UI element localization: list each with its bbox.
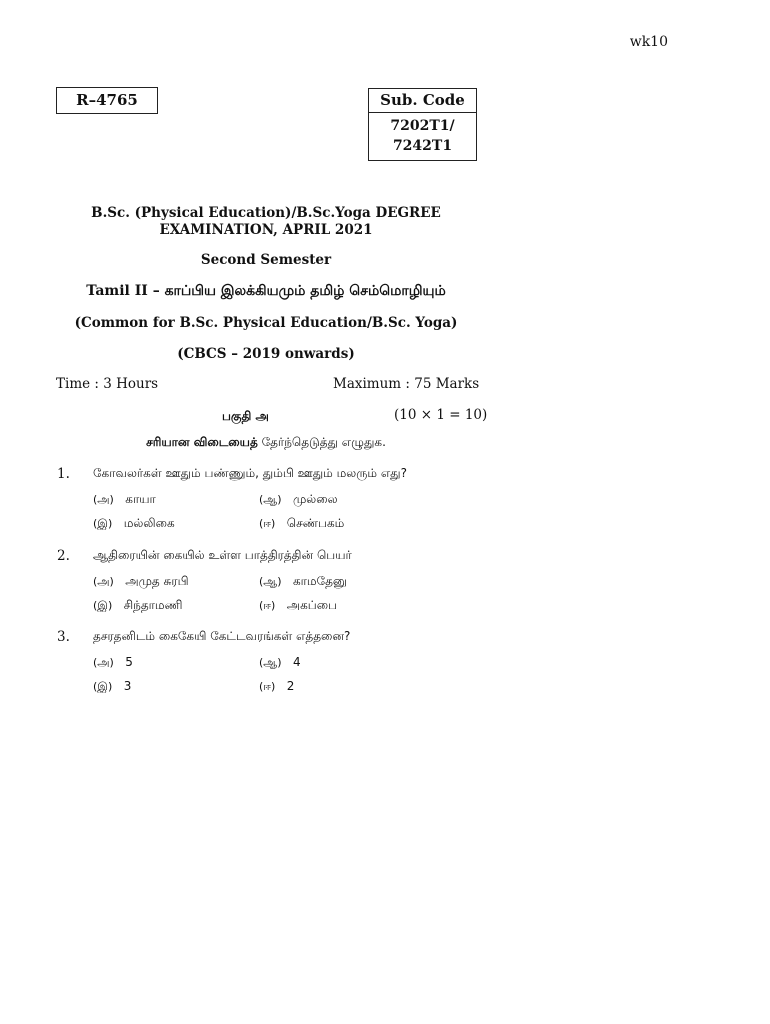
sub-code-2: 7242T1 bbox=[392, 138, 453, 154]
part-heading: பகுதி அ bbox=[222, 409, 269, 423]
instruction-rest: தேர்ந்தெடுத்து எழுதுக. bbox=[257, 435, 386, 449]
scheme: (CBCS – 2019 onwards) bbox=[177, 346, 355, 362]
option-text: மல்லிகை bbox=[123, 516, 175, 530]
common-note: (Common for B.Sc. Physical Education/B.Sc. Yoga) bbox=[74, 315, 458, 331]
page-marker: wk10 bbox=[629, 34, 668, 50]
option-label: (அ) bbox=[93, 493, 114, 506]
option-d bbox=[259, 516, 344, 532]
option-text: அமுத சுரபி bbox=[125, 574, 189, 588]
option-text: அகப்பை bbox=[286, 598, 338, 612]
option-d bbox=[259, 679, 294, 695]
question-number: 3. bbox=[57, 629, 70, 645]
paper-code-box: R–4765 bbox=[56, 87, 158, 114]
option-text: காமதேனு bbox=[292, 574, 347, 588]
option-b bbox=[259, 655, 301, 671]
option-text: 4 bbox=[292, 655, 301, 669]
option-c bbox=[93, 516, 175, 532]
option-label: (அ) bbox=[93, 656, 114, 669]
time-allowed: Time : 3 Hours bbox=[56, 376, 159, 392]
option-text: செண்பகம் bbox=[286, 516, 345, 530]
option-label: (இ) bbox=[93, 517, 113, 530]
option-label: (ஆ) bbox=[259, 493, 282, 506]
option-a bbox=[93, 655, 133, 671]
exam-title-line2: EXAMINATION, APRIL 2021 bbox=[159, 222, 373, 238]
option-text: 2 bbox=[286, 679, 295, 693]
question-number: 1. bbox=[57, 466, 70, 482]
question-text: கோவலர்கள் ஊதும் பண்ணும், தும்பி ஊதும் மலரும் எது? bbox=[93, 466, 407, 480]
option-c bbox=[93, 598, 182, 614]
option-label: (ஈ) bbox=[259, 680, 276, 693]
question-number: 2. bbox=[57, 548, 70, 564]
option-text: 5 bbox=[125, 655, 133, 669]
maximum-marks: Maximum : 75 Marks bbox=[333, 376, 480, 392]
option-c bbox=[93, 679, 131, 695]
question-text: ஆதிரையின் கையில் உள்ள பாத்திரத்தின் பெயர் bbox=[93, 548, 352, 562]
option-label: (ஈ) bbox=[259, 599, 276, 612]
sub-code-label: Sub. Code bbox=[369, 89, 476, 113]
option-text: காயா bbox=[125, 492, 156, 506]
question-text: தசரதனிடம் கைகேயி கேட்டவரங்கள் எத்தனை? bbox=[93, 629, 351, 643]
exam-title-line1: B.Sc. (Physical Education)/B.Sc.Yoga DEGREE bbox=[91, 205, 441, 221]
option-label: (இ) bbox=[93, 680, 113, 693]
part-marks: (10 × 1 = 10) bbox=[394, 407, 488, 423]
sub-code-1: 7202T1/ bbox=[390, 118, 455, 134]
option-label: (ஆ) bbox=[259, 575, 282, 588]
option-label: (ஆ) bbox=[259, 656, 282, 669]
option-a bbox=[93, 492, 156, 508]
instruction bbox=[56, 435, 476, 451]
option-label: (இ) bbox=[93, 599, 113, 612]
option-text: 3 bbox=[123, 679, 132, 693]
option-label: (ஈ) bbox=[259, 517, 276, 530]
sub-code-values bbox=[369, 113, 476, 160]
option-d bbox=[259, 598, 337, 614]
semester: Second Semester bbox=[200, 252, 332, 268]
sub-code-box bbox=[368, 88, 477, 161]
option-a bbox=[93, 574, 189, 590]
instruction-bold: சரியான விடையைத் bbox=[146, 435, 258, 449]
option-b bbox=[259, 574, 347, 590]
option-label: (அ) bbox=[93, 575, 114, 588]
option-text: சிந்தாமணி bbox=[123, 598, 183, 612]
option-text: முல்லை bbox=[292, 492, 338, 506]
exam-title bbox=[56, 205, 476, 239]
option-b bbox=[259, 492, 338, 508]
subject: Tamil II – காப்பிய இலக்கியமும் தமிழ் செம்மொழியும் bbox=[86, 283, 446, 299]
